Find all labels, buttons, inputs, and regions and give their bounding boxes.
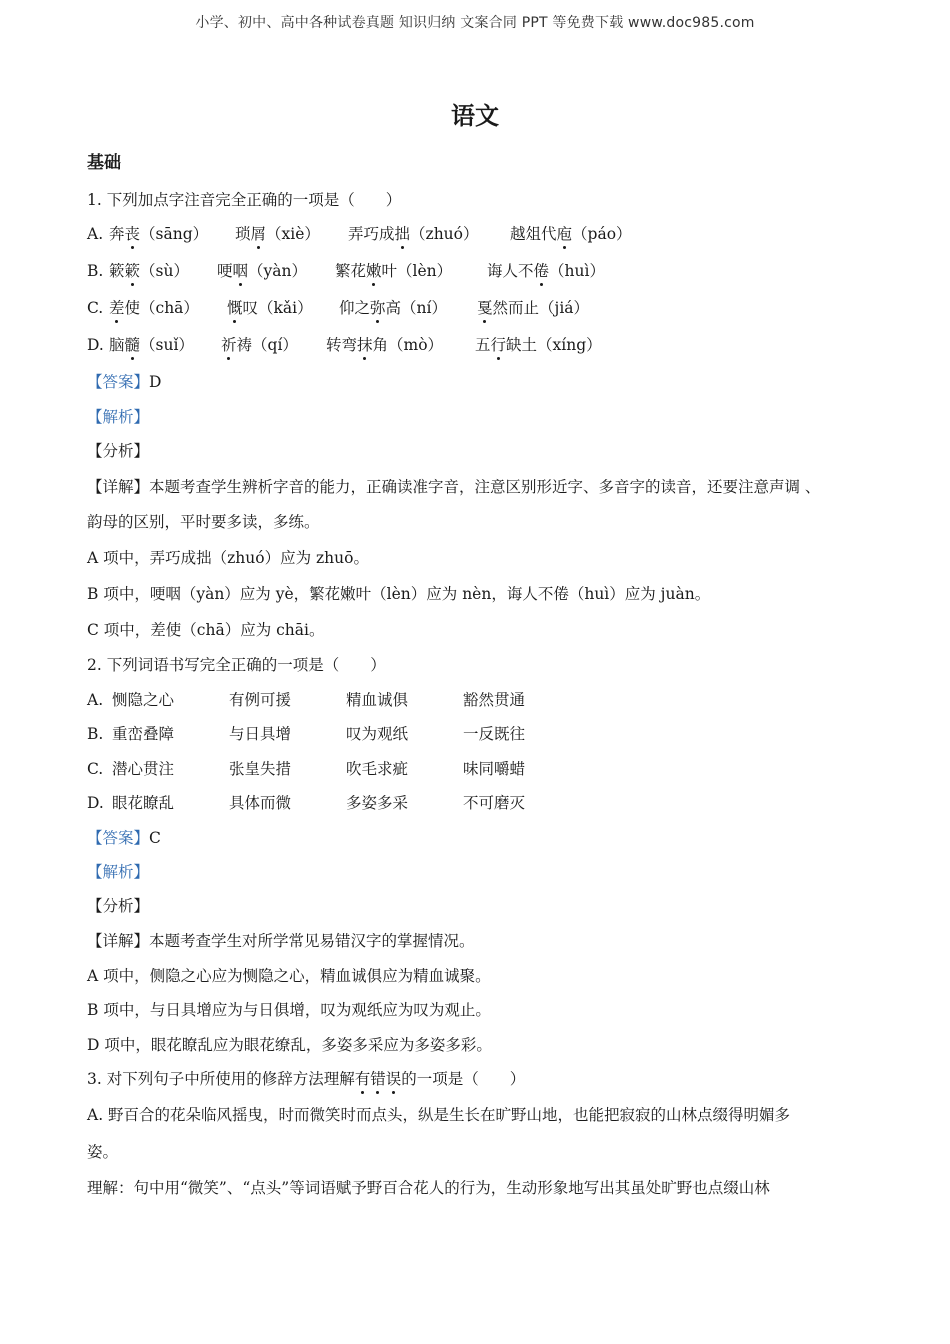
option-word: 与日具增 xyxy=(229,725,292,743)
q3-stem: 3. 对下列句子中所使用的修辞方法理解有错误的一项是（ ） xyxy=(87,1070,526,1088)
option-word: 一反既往 xyxy=(463,725,526,743)
q1-note-b: B 项中，哽咽（yàn）应为 yè，繁花嫩叶（lèn）应为 nèn，诲人不倦（huì）应为 juàn。 xyxy=(87,585,711,603)
option-word: 恻隐之心 xyxy=(112,691,175,709)
option-label: B. xyxy=(87,725,104,743)
q1-option-c xyxy=(87,298,590,318)
option-item: 差使（chā） xyxy=(109,299,199,317)
option-word: 味同嚼蜡 xyxy=(463,760,526,778)
q2-option-b xyxy=(87,724,526,744)
option-label: A. xyxy=(87,225,104,243)
option-label: D. xyxy=(87,336,104,354)
option-word: 张皇失措 xyxy=(229,760,292,778)
option-label: C. xyxy=(87,760,104,778)
option-word: 精血诚俱 xyxy=(346,691,409,709)
q1-jiexi-tag: 【解析】 xyxy=(87,408,150,426)
option-item: 祈祷（qí） xyxy=(221,336,298,354)
option-item: 弄巧成拙（zhuó） xyxy=(348,225,479,243)
q2-fenxi: 【分析】 xyxy=(87,897,150,915)
option-word: 吹毛求疵 xyxy=(346,760,409,778)
option-item: 慨叹（kǎi） xyxy=(227,299,313,317)
option-item: 越俎代庖（páo） xyxy=(510,225,632,243)
q1-answer xyxy=(87,372,161,392)
option-word: 有例可援 xyxy=(229,691,292,709)
option-item: 哽咽（yàn） xyxy=(217,262,308,280)
option-item: 奔丧（sāng） xyxy=(109,225,209,243)
q2-answer xyxy=(87,828,161,848)
q2-option-c xyxy=(87,759,526,779)
option-item: 繁花嫩叶（lèn） xyxy=(335,262,453,280)
option-word: 多姿多采 xyxy=(346,794,409,812)
option-word: 豁然贯通 xyxy=(463,691,526,709)
answer-tag: 【答案】 xyxy=(87,373,150,391)
q2-detail: 【详解】本题考查学生对所学常见易错汉字的掌握情况。 xyxy=(87,932,475,950)
option-word: 潜心贯注 xyxy=(112,760,175,778)
q2-option-a xyxy=(87,690,526,710)
option-word: 具体而微 xyxy=(229,794,292,812)
q1-stem: 1. 下列加点字注音完全正确的一项是（ ） xyxy=(87,191,402,209)
page-header: 小学、初中、高中各种试卷真题 知识归纳 文案合同 PPT 等免费下载 www.doc985.com xyxy=(195,15,755,31)
option-word: 不可磨灭 xyxy=(463,794,526,812)
q1-option-d xyxy=(87,335,602,355)
answer-value: D xyxy=(149,373,162,391)
q1-note-a: A 项中，弄巧成拙（zhuó）应为 zhuō。 xyxy=(87,549,369,567)
option-item: 转弯抹角（mò） xyxy=(326,336,444,354)
option-item: 簌簌（sù） xyxy=(109,262,189,280)
q1-note-c: C 项中，差使（chā）应为 chāi。 xyxy=(87,621,325,639)
option-word: 眼花瞭乱 xyxy=(112,794,175,812)
option-label: D. xyxy=(87,794,104,812)
q2-option-d xyxy=(87,793,526,813)
q2-stem: 2. 下列词语书写完全正确的一项是（ ） xyxy=(87,656,386,674)
option-word: 叹为观纸 xyxy=(346,725,409,743)
option-item: 诲人不倦（huì） xyxy=(487,262,605,280)
option-item: 琐屑（xiè） xyxy=(235,225,320,243)
q3-option-a-line2: 姿。 xyxy=(87,1143,119,1161)
option-label: B. xyxy=(87,262,104,280)
page-title: 语文 xyxy=(451,102,499,130)
answer-value: C xyxy=(149,829,161,847)
q1-fenxi: 【分析】 xyxy=(87,442,150,460)
section-heading: 基础 xyxy=(87,153,121,173)
q2-note-a: A 项中，侧隐之心应为恻隐之心，精血诚俱应为精血诚聚。 xyxy=(87,967,491,985)
q1-detail-line1: 【详解】本题考查学生辨析字音的能力，正确读准字音，注意区别形近字、多音字的读音，还要注意声调 、 xyxy=(87,478,821,496)
q1-detail-line2: 韵母的区别，平时要多读，多练。 xyxy=(87,513,320,531)
option-item: 仰之弥高（ní） xyxy=(339,299,447,317)
answer-tag: 【答案】 xyxy=(87,829,150,847)
option-item: 脑髓（suǐ） xyxy=(109,336,194,354)
q3-understanding: 理解：句中用“微笑”、“点头”等词语赋予野百合花人的行为，生动形象地写出其虽处旷野也点缀山林 xyxy=(87,1179,770,1197)
q1-option-b xyxy=(87,261,605,281)
option-label: A. xyxy=(87,691,104,709)
option-item: 戛然而止（jiá） xyxy=(477,299,590,317)
q3-option-a-line1: A. 野百合的花朵临风摇曳，时而微笑时而点头，纵是生长在旷野山地，也能把寂寂的山林点缀得明媚多 xyxy=(87,1106,791,1124)
q2-jiexi-tag: 【解析】 xyxy=(87,863,150,881)
q1-option-a xyxy=(87,224,632,244)
q2-note-b: B 项中，与日具增应为与日俱增，叹为观纸应为叹为观止。 xyxy=(87,1001,491,1019)
option-label: C. xyxy=(87,299,104,317)
q2-note-d: D 项中，眼花瞭乱应为眼花缭乱，多姿多采应为多姿多彩。 xyxy=(87,1036,492,1054)
option-word: 重峦叠障 xyxy=(112,725,175,743)
option-item: 五行缺土（xíng） xyxy=(475,336,602,354)
